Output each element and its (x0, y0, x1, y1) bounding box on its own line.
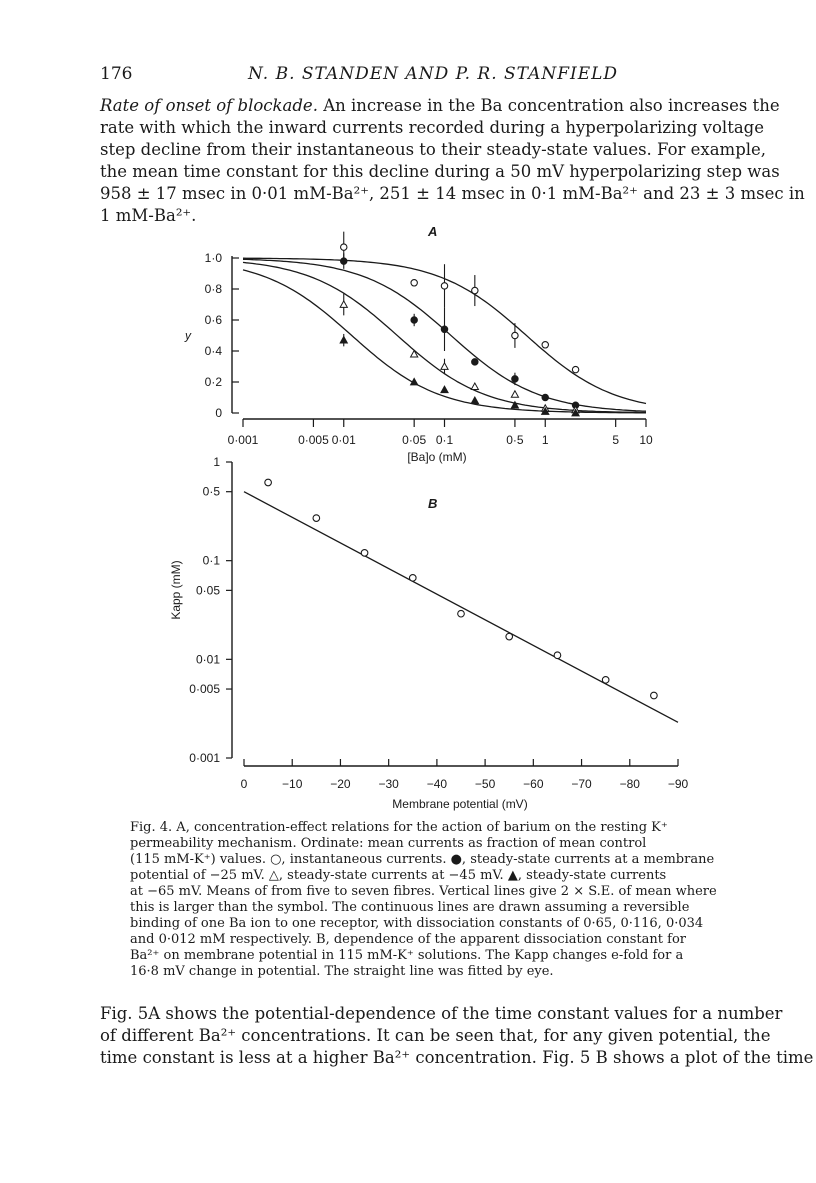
data-point (313, 515, 320, 522)
y-tick-label: 0·05 (195, 583, 220, 598)
data-point (458, 610, 465, 617)
y-tick-label: 0·2 (204, 375, 222, 389)
paragraph-line: the mean time constant for this decline during a 50 mV hyperpolarizing step was (100, 162, 780, 181)
bottom-paragraph (100, 1003, 814, 1069)
x-tick-label: −90 (667, 777, 689, 791)
data-point (409, 575, 416, 582)
figure-caption (130, 820, 717, 980)
x-tick-label: −50 (474, 777, 496, 791)
caption-line: (115 mM-K⁺) values. ○, instantaneous currents. ●, steady-state currents at a membrane (130, 852, 715, 867)
data-point (441, 386, 448, 392)
caption-line: Fig. 4. A, concentration-effect relations for the action of barium on the resting K⁺ (130, 820, 668, 835)
paragraph-line: Fig. 5A shows the potential-dependence of the time constant values for a number (100, 1004, 783, 1023)
paragraph-line: 1 mM-Ba²⁺. (100, 206, 197, 225)
data-point (471, 397, 478, 403)
x-axis-label: Membrane potential (mV) (392, 797, 528, 811)
y-axis-label: Kapp (mM) (169, 560, 183, 620)
x-tick-label: −70 (571, 777, 592, 791)
y-tick-label: 0·6 (204, 313, 222, 327)
data-point (554, 652, 561, 659)
x-tick-label: 0·001 (227, 433, 259, 447)
data-point (572, 366, 578, 372)
y-tick-label: 0·01 (195, 652, 220, 667)
y-tick-label: 0·8 (204, 282, 222, 296)
y-tick-label: 0·1 (202, 553, 220, 568)
data-point (341, 258, 347, 264)
section-heading: Rate of onset of blockade. (100, 96, 318, 115)
caption-line: and 0·012 mM respectively. B, dependence of the apparent dissociation constant for (130, 932, 686, 947)
page-number: 176 (100, 64, 133, 84)
x-tick-label: 5 (612, 433, 620, 447)
panel-a-label: A (428, 224, 438, 239)
y-tick-label: 1·0 (204, 251, 222, 265)
y-tick-label: 1 (213, 455, 220, 469)
x-tick-label: −80 (619, 777, 640, 791)
paragraph-line: time constant is less at a higher Ba²⁺ concentration. Fig. 5 B shows a plot of the time (100, 1048, 814, 1067)
x-tick-label: 0 (240, 777, 248, 791)
data-point (341, 244, 347, 250)
data-point (471, 383, 478, 389)
caption-line: at −65 mV. Means of from five to seven fibres. Vertical lines give 2 × S.E. of mean where (130, 884, 717, 899)
caption-line: 16·8 mV change in potential. The straight line was fitted by eye. (130, 964, 554, 979)
paragraph-line: An increase in the Ba concentration also increases the (317, 96, 780, 115)
data-point (542, 394, 548, 400)
x-tick-label: 0·005 (298, 433, 329, 447)
panel-a-chart (184, 232, 653, 464)
data-point (265, 479, 272, 486)
x-tick-label: 1 (541, 433, 549, 447)
data-point (512, 332, 518, 338)
x-tick-label: −10 (282, 777, 303, 791)
data-point (411, 280, 417, 286)
y-axis-label: y (185, 328, 191, 343)
paragraph-line: 958 ± 17 msec in 0·01 mM-Ba²⁺, 251 ± 14 msec in 0·1 mM-Ba²⁺ and 23 ± 3 msec in (100, 184, 805, 203)
caption-line: permeability mechanism. Ordinate: mean currents as fraction of mean control (130, 836, 647, 851)
data-point (340, 301, 347, 307)
y-tick-label: 0·005 (189, 682, 220, 697)
data-point (506, 633, 513, 640)
y-tick-label: 0 (215, 406, 222, 420)
data-point (441, 283, 447, 289)
y-tick-label: 0·5 (202, 484, 220, 499)
y-tick-label: 0·4 (204, 344, 222, 358)
x-tick-label: 0·05 (402, 433, 427, 447)
data-point (411, 317, 417, 323)
x-tick-label: 0·5 (506, 433, 524, 447)
y-tick-label: 0·001 (189, 751, 220, 765)
data-point (472, 359, 478, 365)
running-head: N. B. STANDEN AND P. R. STANFIELD (248, 64, 619, 84)
data-point (602, 677, 609, 684)
x-tick-label: 0·1 (435, 433, 454, 447)
paragraph-line: step decline from their instantaneous to their steady-state values. For example, (100, 140, 767, 159)
data-point (340, 337, 347, 343)
data-point (542, 342, 548, 348)
data-point (441, 363, 448, 369)
x-tick-label: 0·01 (331, 433, 356, 447)
data-point (441, 326, 447, 332)
x-tick-label: −60 (523, 777, 544, 791)
x-tick-label: −30 (378, 777, 399, 791)
data-point (511, 391, 518, 397)
fit-line (244, 492, 678, 723)
x-tick-label: −20 (330, 777, 351, 791)
data-point (361, 550, 368, 557)
paragraph-line: of different Ba²⁺ concentrations. It can be seen that, for any given potential, the (100, 1026, 771, 1045)
caption-line: Ba²⁺ on membrane potential in 115 mM-K⁺ solutions. The Kapp changes e-fold for a (130, 948, 684, 963)
caption-line: this is larger than the symbol. The continuous lines are drawn assuming a reversible (130, 900, 690, 915)
paragraph-line: rate with which the inward currents recorded during a hyperpolarizing voltage (100, 118, 764, 137)
x-axis-label: [Ba]o (mM) (407, 450, 467, 464)
caption-line: potential of −25 mV. △, steady-state currents at −45 mV. ▲, steady-state currents (130, 868, 667, 883)
data-point (472, 287, 478, 293)
panel-b-label: B (428, 496, 438, 511)
x-tick-label: −40 (426, 777, 448, 791)
x-tick-label: 10 (639, 433, 653, 447)
data-point (411, 351, 418, 357)
data-point (512, 376, 518, 382)
data-point (651, 692, 658, 699)
caption-line: binding of one Ba ion to one receptor, with dissociation constants of 0·65, 0·116, 0·034 (130, 916, 704, 931)
